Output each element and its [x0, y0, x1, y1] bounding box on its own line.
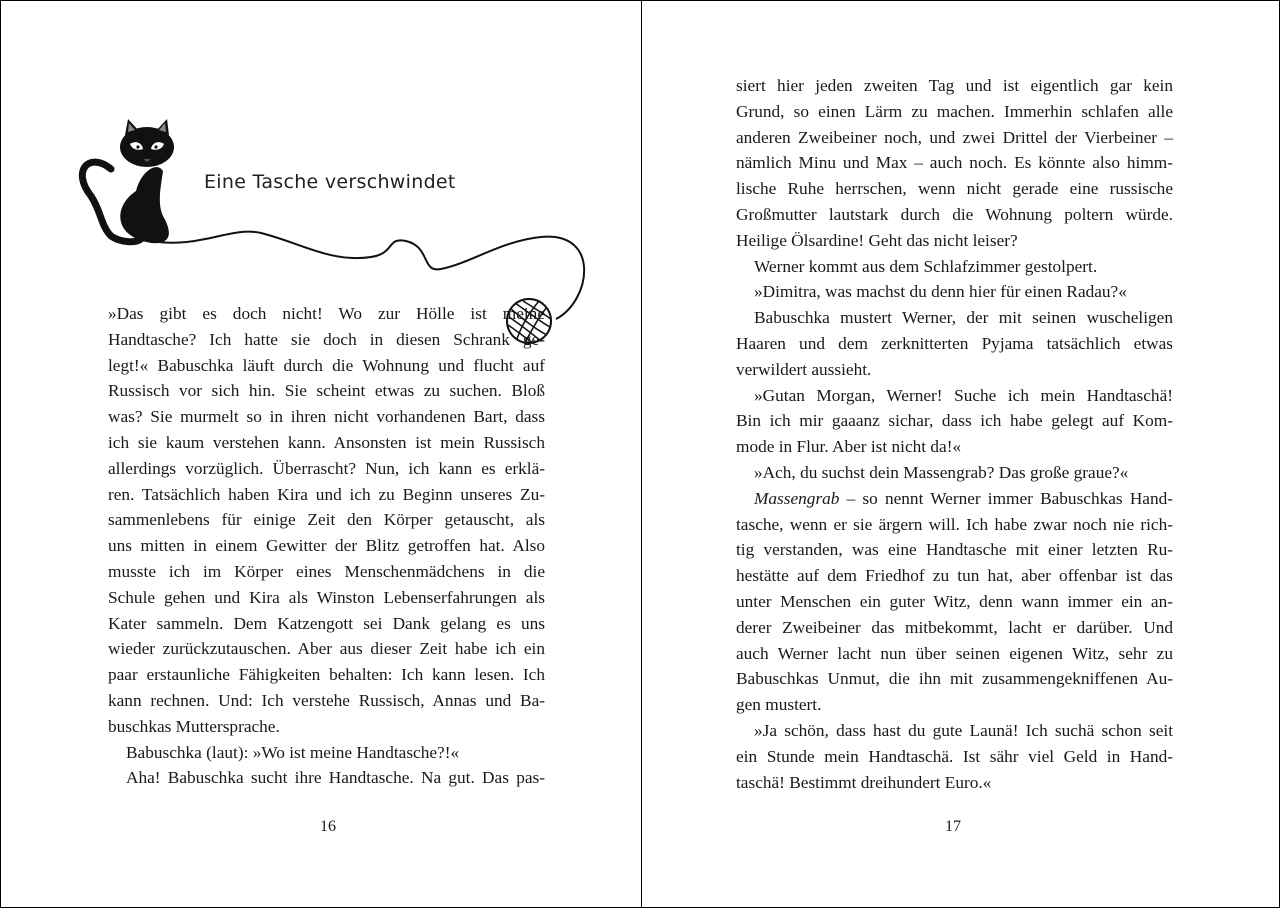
text-line [736, 641, 1173, 667]
line-text: kann rechnen. Und: Ich verstehe Russisch, Annas und Ba- [108, 690, 545, 710]
text-line [736, 125, 1173, 151]
text-line [108, 740, 545, 766]
text-line [108, 353, 545, 379]
line-text: musste ich im Körper eines Menschenmädchens in die [108, 561, 545, 581]
line-text: taschä! Bestimmt dreihundert Euro.« [736, 772, 992, 792]
line-text: »Dimitra, was machst du denn hier für einen Radau?« [754, 282, 1127, 302]
text-line [108, 636, 545, 662]
text-line [736, 176, 1173, 202]
text-line [736, 305, 1173, 331]
line-text: Bin ich mir gaaanz sichar, dass ich habe gelegt auf Kom- [736, 411, 1173, 431]
text-line [736, 512, 1173, 538]
text-line [736, 150, 1173, 176]
text-line [108, 327, 545, 353]
text-line [108, 765, 545, 791]
line-text: Schule gehen und Kira als Winston Lebenserfahrungen als [108, 587, 545, 607]
text-line [736, 434, 1173, 460]
text-line [736, 718, 1173, 744]
line-text: anderen Zweibeiner noch, und zwei Drittel der Vierbeiner – [736, 127, 1173, 147]
text-line [736, 99, 1173, 125]
line-text: »Das gibt es doch nicht! Wo zur Hölle ist meine [108, 304, 545, 323]
line-text: uns mitten in einem Gewitter der Blitz getroffen hat. Also [108, 536, 545, 556]
text-line [736, 770, 1173, 796]
text-line [108, 662, 545, 688]
text-line [736, 228, 1173, 254]
italic-term: Massengrab [754, 488, 840, 508]
line-text: Heilige Ölsardine! Geht das nicht leiser? [736, 230, 1018, 250]
text-line [736, 357, 1173, 383]
line-text: paar erstaunliche Fähigkeiten behalten: Ich kann lesen. Ich [108, 665, 545, 685]
line-text: »Ach, du suchst dein Massengrab? Das große graue?« [754, 462, 1129, 482]
line-text: verwildert aussieht. [736, 359, 872, 379]
line-text: Aha! Babuschka sucht ihre Handtasche. Na gut. Das pas- [126, 768, 545, 788]
text-line [736, 331, 1173, 357]
line-text: Werner kommt aus dem Schlafzimmer gestolpert. [754, 256, 1098, 276]
line-text: »Gutan Morgan, Werner! Suche ich mein Handtaschä! [754, 385, 1173, 405]
line-text: legt!« Babuschka läuft durch die Wohnung und flucht auf [108, 355, 545, 375]
line-text: gen mustert. [736, 695, 822, 715]
text-line [736, 486, 1173, 512]
line-text: allerdings vorzüglich. Überrascht? Nun, ich kann es erklä- [108, 458, 545, 478]
text-line [736, 692, 1173, 718]
text-line [108, 378, 545, 404]
line-text: Grund, so einen Lärm zu machen. Immerhin schlafen alle [736, 101, 1173, 121]
line-text: nämlich Minu und Max – auch noch. Es könnte also himm- [736, 153, 1173, 173]
page-number-right: 17 [945, 818, 961, 835]
text-line [736, 383, 1173, 409]
line-text: auch Werner lacht nun über seinen eigenen Witz, sehr zu [736, 643, 1173, 663]
line-text: buschkas Muttersprache. [108, 716, 280, 736]
line-text: Russisch vor sich hin. Sie scheint etwas zu suchen. Bloß [108, 381, 545, 401]
line-text: ein Stunde mein Handtaschä. Ist sähr viel Geld in Hand- [736, 746, 1173, 766]
text-line [736, 202, 1173, 228]
text-line [736, 408, 1173, 434]
text-line [736, 73, 1173, 99]
line-text: Haaren und dem zerknitterten Pyjama tatsächlich etwas [736, 333, 1173, 353]
line-text: siert hier jeden zweiten Tag und ist eigentlich gar kein [736, 76, 1173, 95]
text-line [108, 404, 545, 430]
page-number-left: 16 [320, 818, 336, 835]
text-line [736, 615, 1173, 641]
text-line [736, 279, 1173, 305]
text-line [108, 456, 545, 482]
line-text: derer Zweibeiner das mitbekommt, lacht er darüber. Und [736, 617, 1173, 637]
text-line [108, 507, 545, 533]
line-text: tasche, wenn er sie ärgern will. Ich habe zwar noch nie rich- [736, 514, 1173, 534]
chapter-title: Eine Tasche verschwindet [204, 171, 456, 193]
line-text: Kater sammeln. Dem Katzengott sei Dank gelang es uns [108, 613, 545, 633]
text-line [108, 559, 545, 585]
line-text: mode in Flur. Aber ist nicht da!« [736, 437, 962, 457]
line-text: ich sie kaum verstehen kann. Ansonsten ist mein Russisch [108, 432, 545, 452]
text-line [736, 666, 1173, 692]
line-text: Babuschkas Unmut, die ihn mit zusammengekniffenen Au- [736, 669, 1173, 689]
text-line [108, 585, 545, 611]
left-page-body-text [108, 301, 545, 791]
line-text: Großmutter lautstark durch die Wohnung poltern würde. [736, 204, 1173, 224]
black-cat-icon [82, 119, 174, 243]
text-line [736, 460, 1173, 486]
text-line [108, 688, 545, 714]
text-line [108, 301, 545, 327]
text-line [108, 430, 545, 456]
line-text: tig verstanden, was eine Handtasche mit einer letzten Ru- [736, 540, 1173, 560]
line-text: unter Menschen ein guter Witz, denn wann immer ein an- [736, 591, 1173, 611]
line-text: – so nennt Werner immer Babuschkas Hand- [839, 488, 1173, 508]
line-text: sammenlebens für einige Zeit den Körper getauscht, als [108, 510, 545, 530]
line-text: lische Ruhe herrschen, wenn nicht gerade eine russische [736, 179, 1173, 199]
line-text: Handtasche? Ich hatte sie doch in diesen Schrank ge- [108, 329, 545, 349]
line-text: hestätte auf dem Friedhof zu tun hat, aber offenbar ist das [736, 566, 1173, 586]
text-line [108, 533, 545, 559]
text-line [108, 714, 545, 740]
text-line [736, 744, 1173, 770]
line-text: was? Sie murmelt so in ihren nicht vorhandenen Bart, dass [108, 407, 545, 427]
text-line [736, 537, 1173, 563]
text-line [736, 254, 1173, 280]
right-page [642, 1, 1279, 907]
line-text: Babuschka mustert Werner, der mit seinen wuscheligen [754, 308, 1173, 328]
line-text: »Ja schön, dass hast du gute Launä! Ich suchä schon seit [754, 720, 1173, 740]
line-text: Babuschka (laut): »Wo ist meine Handtasche?!« [126, 742, 460, 762]
text-line [108, 611, 545, 637]
line-text: ren. Tatsächlich haben Kira und ich zu Beginn unseres Zu- [108, 484, 545, 504]
text-line [736, 563, 1173, 589]
text-line [736, 589, 1173, 615]
left-page [1, 1, 641, 907]
right-page-body-text [736, 73, 1173, 795]
line-text: wieder zurückzutauschen. Aber aus dieser Zeit habe ich ein [108, 639, 545, 659]
text-line [108, 482, 545, 508]
